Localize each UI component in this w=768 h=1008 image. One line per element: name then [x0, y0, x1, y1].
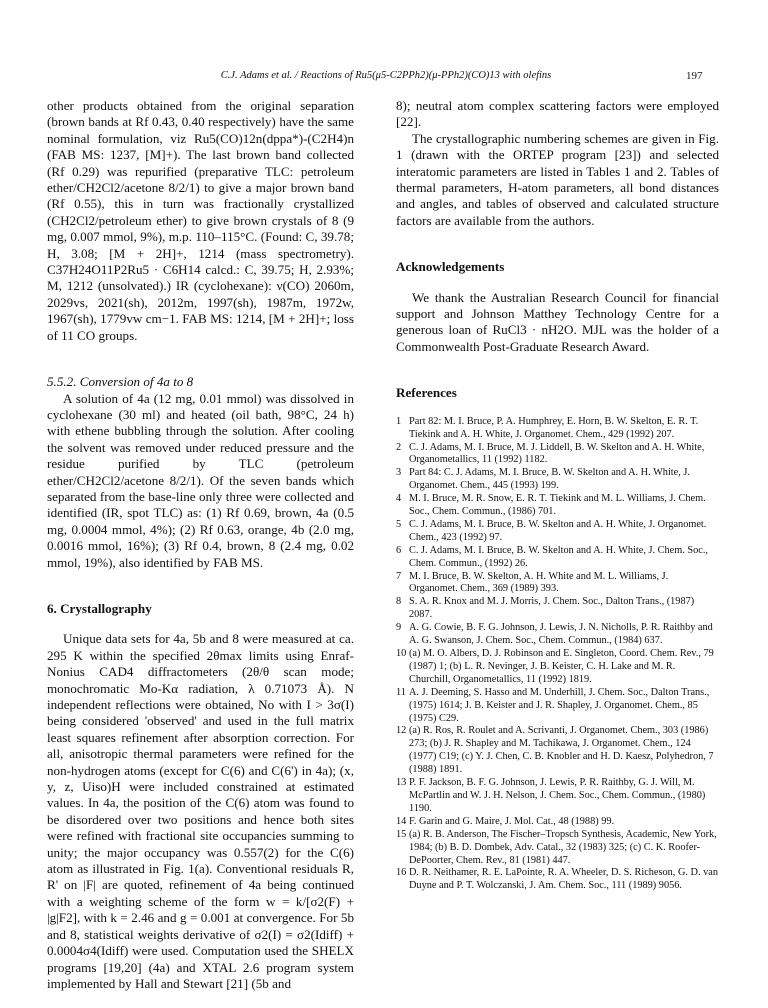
body-paragraph: 8); neutral atom complex scattering factors were employed [22]. — [396, 98, 719, 130]
reference-item — [396, 829, 719, 868]
acknowledgements-text: We thank the Australian Research Council for financial support and Johnson Matthey Technology Centre for a generous loan of RuCl3 · nH2O. MJL was the holder of a Commonwealth Post-Graduate Research Award. — [396, 289, 719, 354]
references-title: References — [396, 385, 457, 401]
reference-number: 5 — [396, 518, 402, 530]
reference-number: 2 — [396, 441, 402, 453]
reference-text: Part 84: C. J. Adams, M. I. Bruce, B. W. Skelton and A. H. White, J. Organomet. Chem., 445 (1993) 199. — [409, 467, 690, 492]
reference-text: M. I. Bruce, M. R. Snow, E. R. T. Tiekink and M. L. Williams, J. Chem. Soc., Chem. Commun., (1986) 701. — [409, 493, 706, 518]
reference-number: 9 — [396, 622, 402, 634]
reference-text: (a) R. Ros, R. Roulet and A. Scrivanti, J. Organomet. Chem., 303 (1986) 273; (b) J. R. Shapley and M. Tachikawa, J. Organomet. Chem., 124 (1977) C19; (c) Y. J. Chen, C. B. Knobler and H. D. Kaesz, Polyhedron, 7 (1988) 1891. — [409, 725, 714, 776]
reference-number: 7 — [396, 570, 402, 582]
spacer — [396, 355, 719, 371]
reference-number: 14 — [396, 815, 407, 827]
reference-number: 3 — [396, 467, 402, 479]
spacer — [396, 229, 719, 245]
reference-text: M. I. Bruce, B. W. Skelton, A. H. White and M. L. Williams, J. Organomet. Chem., 369 (1989) 393. — [409, 570, 669, 595]
running-head: C.J. Adams et al. / Reactions of Ru5(μ5-C2PPh2)(μ-PPh2)(CO)13 with olefins — [220, 70, 552, 81]
reference-text: (a) M. O. Albers, D. J. Robinson and E. Singleton, Coord. Chem. Rev., 79 (1987) 1; (b) L. R. Nevinger, J. B. Keister, C. H. Lake and M. R. Churchill, Organometallics, 11 (1992) 1819. — [409, 648, 714, 685]
reference-text: D. R. Neithamer, R. E. LaPointe, R. A. Wheeler, D. S. Richeson, G. D. van Duyne and P. T. Wolczanski, J. Am. Chem. Soc., 111 (1989) 9056. — [409, 867, 718, 892]
reference-item — [396, 545, 719, 571]
left-column — [47, 98, 354, 992]
section-title: 6. Crystallography — [47, 600, 152, 616]
reference-text: C. J. Adams, M. I. Bruce, B. W. Skelton and A. H. White, J. Organomet. Chem., 423 (1992) 97. — [409, 518, 707, 543]
reference-item — [396, 777, 719, 816]
reference-item — [396, 519, 719, 545]
references-list — [396, 416, 719, 894]
reference-text: Part 82: M. I. Bruce, P. A. Humphrey, E. Horn, B. W. Skelton, E. R. T. Tiekink and A. H. White, J. Organomet. Chem., 429 (1992) 207. — [409, 415, 699, 440]
page-number: 197 — [686, 70, 703, 82]
body-paragraph: The crystallographic numbering schemes are given in Fig. 1 (drawn with the ORTEP program [23]) and selected interatomic parameters are listed in Tables 1 and 2. Tables of thermal parameters, H-atom parameters, all bond distances and angles, and tables of observed and calculated structure factors are available from the authors. — [396, 130, 719, 228]
reference-item — [396, 648, 719, 687]
spacer — [47, 344, 354, 360]
reference-text: A. J. Deeming, S. Hasso and M. Underhill, J. Chem. Soc., Dalton Trans., (1975) 1614; J. B. Keister and J. R. Shapley, J. Organomet. Chem., 85 (1975) C29. — [409, 686, 710, 724]
reference-text: P. F. Jackson, B. F. G. Johnson, J. Lewis, P. R. Raithby, G. J. Will, M. McPartlin and W. J. H. Nelson, J. Chem. Soc., Chem. Commun., (1980) 1190. — [409, 777, 706, 814]
reference-number: 15 — [396, 828, 407, 840]
reference-number: 8 — [396, 596, 402, 608]
reference-item — [396, 467, 719, 493]
reference-text: S. A. R. Knox and M. J. Morris, J. Chem. Soc., Dalton Trans., (1987) 2087. — [409, 596, 695, 621]
reference-item — [396, 442, 719, 468]
reference-number: 4 — [396, 493, 402, 505]
reference-number: 1 — [396, 415, 402, 427]
reference-item — [396, 493, 719, 519]
subsection-title: 5.5.2. Conversion of 4a to 8 — [47, 374, 194, 390]
acknowledgements-title: Acknowledgements — [396, 259, 505, 275]
reference-number: 13 — [396, 777, 407, 789]
reference-number: 16 — [396, 867, 407, 879]
reference-text: C. J. Adams, M. I. Bruce, B. W. Skelton and A. H. White, J. Chem. Soc., Chem. Commun., (1992) 26. — [409, 544, 708, 569]
reference-item — [396, 416, 719, 442]
reference-number: 12 — [396, 725, 407, 737]
right-column — [396, 98, 719, 893]
reference-item — [396, 596, 719, 622]
body-paragraph: A solution of 4a (12 mg, 0.01 mmol) was dissolved in cyclohexane (30 ml) and heated (oil bath, 98°C, 24 h) with ethene bubbling through the solution. After cooling the solvent was removed under reduced pressure and the residue purified by TLC (petroleum ether/CH2Cl2/acetone 8/2/1). Of the seven bands which separated from the base-line only three were collected and identified (IR, spot TLC) as: (1) Rf 0.69, brown, 4a (0.5 mg, 0.0004 mmol, 4%); (2) Rf 0.63, orange, 4b (2.0 mg, 0.0016 mmol, 16%); (3) Rf 0.4, brown, 8 (2.4 mg, 0.02 mmol, 19%), also identified by FAB MS. — [47, 390, 354, 570]
reference-text: F. Garin and G. Maire, J. Mol. Cat., 48 (1988) 99. — [409, 815, 615, 827]
reference-number: 6 — [396, 544, 402, 556]
reference-text: (a) R. B. Anderson, The Fischer–Tropsch Synthesis, Academic, New York, 1984; (b) B. D. Dombek, Adv. Catal., 32 (1983) 325; (c) C. K. Roofer-DePoorter, Chem. Rev., 81 (1981) 447. — [409, 828, 717, 866]
reference-item — [396, 725, 719, 777]
reference-item — [396, 571, 719, 597]
body-paragraph: other products obtained from the original separation (brown bands at Rf 0.43, 0.40 respectively) have the same nominal formulation, viz Ru5(CO)12n(dppa*)-(C2H4)n (FAB MS: 1237, [M]+). The last brown band collected (Rf 0.29) was repurified (preparative TLC: petroleum ether/CH2Cl2/acetone 8/2/1) to give a major brown band (Rf 0.55), this in turn was fractionally crystallized (CH2Cl2/petroleum ether) to give brown crystals of 8 (9 mg, 0.007 mmol, 9%), m.p. 110–115°C. (Found: C, 39.78; H, 3.08; [M + 2H]+, 1214 (mass spectrometry). C37H24O11P2Ru5 · C6H14 calcd.: C, 39.75; H, 2.93%; M, 1212 (unsolvated).) IR (cyclohexane): ν(CO) 2060m, 2029vs, 2021(sh), 2012m, 1997(sh), 1987m, 1972w, 1967(sh), 1779vw cm−1. FAB MS: 1214, [M + 2H]+; loss of 11 CO groups. — [47, 98, 354, 343]
reference-item — [396, 687, 719, 726]
reference-text: A. G. Cowie, B. F. G. Johnson, J. Lewis, J. N. Nicholls, P. R. Raithby and A. G. Swanson, J. Chem. Soc., Chem. Commun., (1984) 637. — [409, 622, 713, 647]
reference-item — [396, 622, 719, 648]
body-paragraph: Unique data sets for 4a, 5b and 8 were measured at ca. 295 K within the specified 2θmax limits using Enraf-Nonius CAD4 diffractometers (2θ/θ scan mode; monochromatic Mo-Kα radiation, λ 0.71073 Å). N independent reflections were obtained, No with I > 3σ(I) being considered 'observed' and used in the full matrix least squares refinement after absorption correction. For all, anisotropic thermal parameters were refined for the non-hydrogen atoms (except for C(6) and C(6') in 4a); (x, y, z, Uiso)H were included constrained at estimated values. In 4a, the position of the C(6) atom was found to be disordered over two positions and hence both sites were refined with fractional site occupancies summing to unity; the major occupancy was 0.557(2) for the C(6) atom as illustrated in Fig. 1(a). Conventional residuals R, R' on |F| are quoted, refinement of 4a being continued with a weighting scheme of the form w = k/[σ2(F) + |g|F2], with k = 2.46 and g = 0.001 at convergence. For 5b and 8, statistical weights derivative of σ2(I) = σ2(Idiff) + 0.0004σ4(Idiff) were used. Computation used the SHELX programs [19,20] (4a) and XTAL 2.6 program system implemented by Hall and Stewart [21] (5b and — [47, 631, 354, 991]
spacer — [47, 571, 354, 587]
reference-number: 11 — [396, 686, 406, 698]
reference-item — [396, 816, 719, 829]
reference-text: C. J. Adams, M. I. Bruce, M. J. Liddell, B. W. Skelton and A. H. White, Organometallics, 11 (1992) 1182. — [409, 441, 705, 466]
reference-item — [396, 867, 719, 893]
reference-number: 10 — [396, 648, 407, 659]
